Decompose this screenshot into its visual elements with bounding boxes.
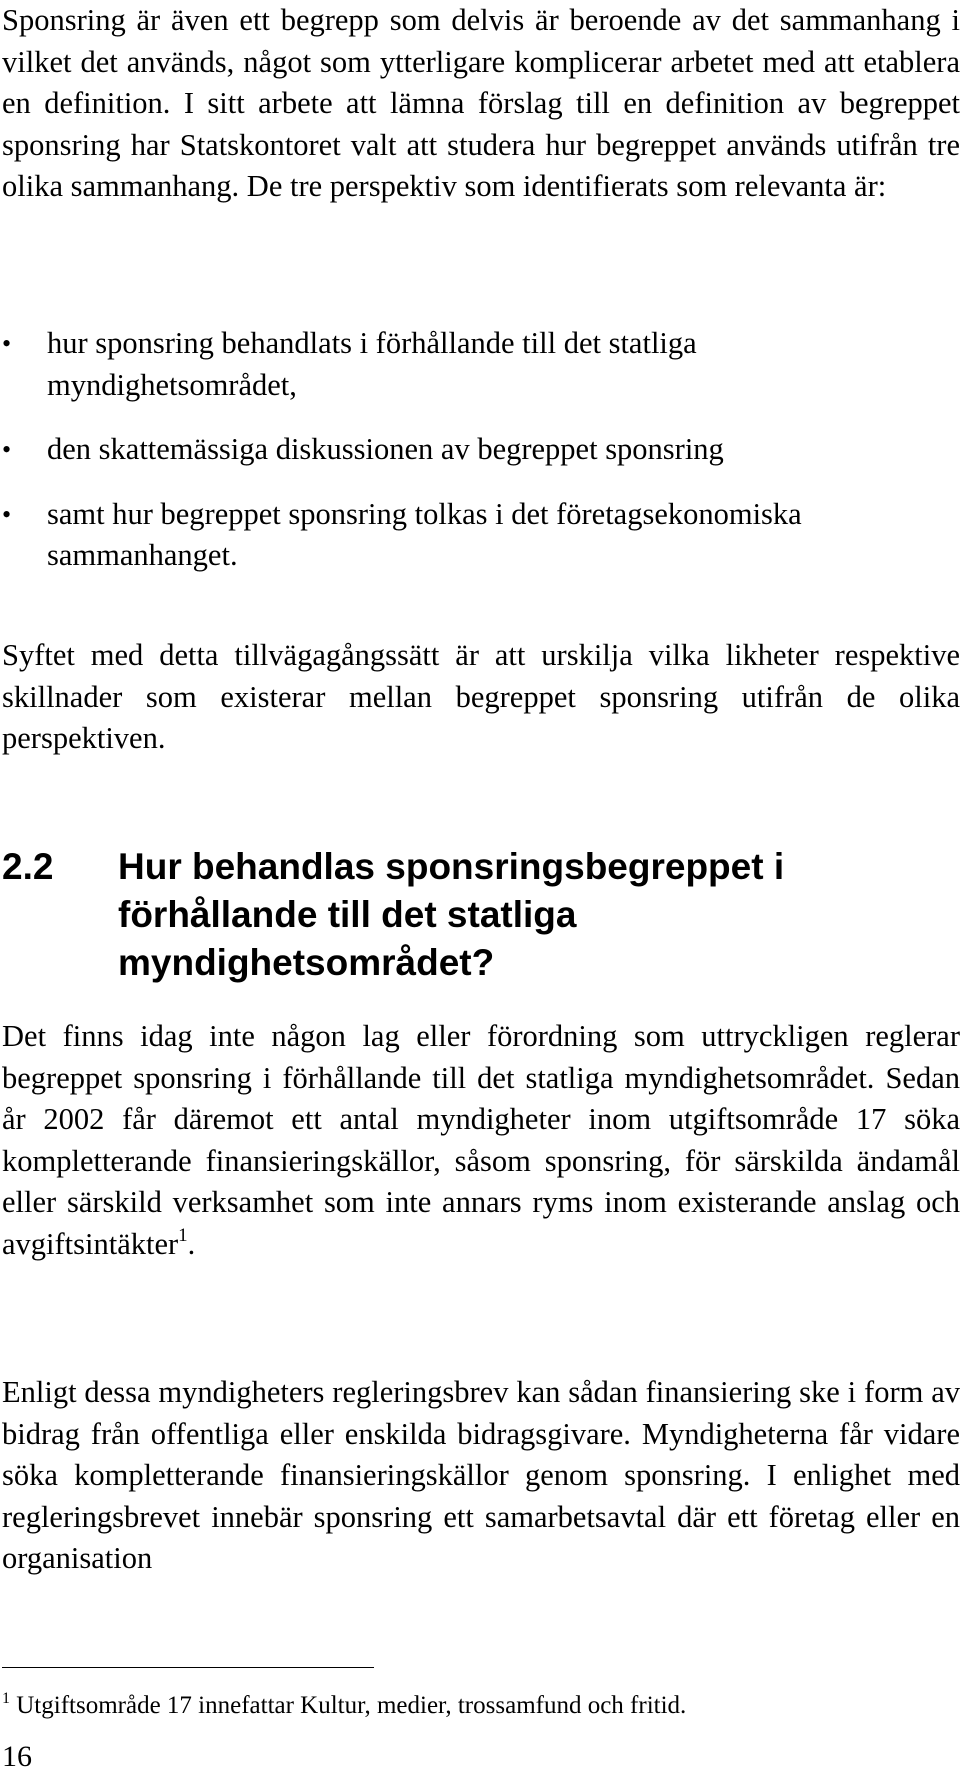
bullet-icon: •: [2, 329, 12, 358]
footnote-divider: [2, 1667, 374, 1668]
list-item-text: hur sponsring behandlats i förhållande till det statliga myndighetsområdet,: [47, 326, 697, 402]
bullet-icon: •: [2, 435, 12, 464]
page-number: 16: [2, 1740, 32, 1773]
footnote-text: Utgiftsområde 17 innefattar Kultur, medier, trossamfund och fritid.: [16, 1692, 687, 1719]
perspective-list: [0, 323, 960, 600]
list-item-text: samt hur begreppet sponsring tolkas i det företagsekonomiska sammanhanget.: [47, 496, 802, 572]
footnote-marker: 1: [2, 1690, 10, 1707]
section-number: 2.2: [2, 846, 54, 887]
section-paragraph-1-end: .: [187, 1226, 196, 1261]
section-paragraph-2: Enligt dessa myndigheters regleringsbrev kan sådan finansiering ske i form av bidrag från offentliga eller enskilda bidragsgivare. Myndigheterna får vidare söka kompletterande finansieringskällor genom sponsring. I enlighet med regleringsbrevet innebär sponsring ett samarbetsavtal där ett företag eller en organisation: [2, 1375, 960, 1575]
section-heading: [2, 843, 960, 987]
list-item: [0, 429, 953, 471]
section-paragraph-1: [2, 1016, 960, 1265]
purpose-paragraph: Syftet med detta tillvägagångssätt är att urskilja vilka likheter respektive skillnader som existerar mellan begreppet sponsring utifrån de olika perspektiven.: [2, 638, 960, 755]
section-paragraph-1-text: Det finns idag inte någon lag eller förordning som uttryckligen reglerar begreppet sponsring i förhållande till det statliga myndighetsområdet. Sedan år 2002 får däremot ett antal myndigheter inom utgiftsområde 17 söka kompletterande finansieringskällor, såsom sponsring, för särskilda ändamål eller särskild verksamhet som inte annars ryms inom existerande anslag och avgiftsintäkter: [2, 1019, 960, 1261]
list-item-text: den skattemässiga diskussionen av begreppet sponsring: [47, 432, 724, 466]
list-item: [0, 494, 953, 577]
list-item: [0, 323, 953, 406]
footnote: [2, 1690, 960, 1722]
bullet-icon: •: [2, 499, 12, 529]
intro-paragraph: Sponsring är även ett begrepp som delvis är beroende av det sammanhang i vilket det används, något som ytterligare komplicerar arbetet med att etablera en definition. I sitt arbete att lämna förslag till en definition av begreppet sponsring har Statskontoret valt att studera hur begreppet används utifrån tre olika sammanhang. De tre perspektiv som identifierats som relevanta är:: [2, 3, 960, 203]
footnote-reference[interactable]: 1: [178, 1224, 188, 1246]
section-title: Hur behandlas sponsringsbegreppet i förhållande till det statliga myndighetsområdet?: [118, 846, 785, 983]
